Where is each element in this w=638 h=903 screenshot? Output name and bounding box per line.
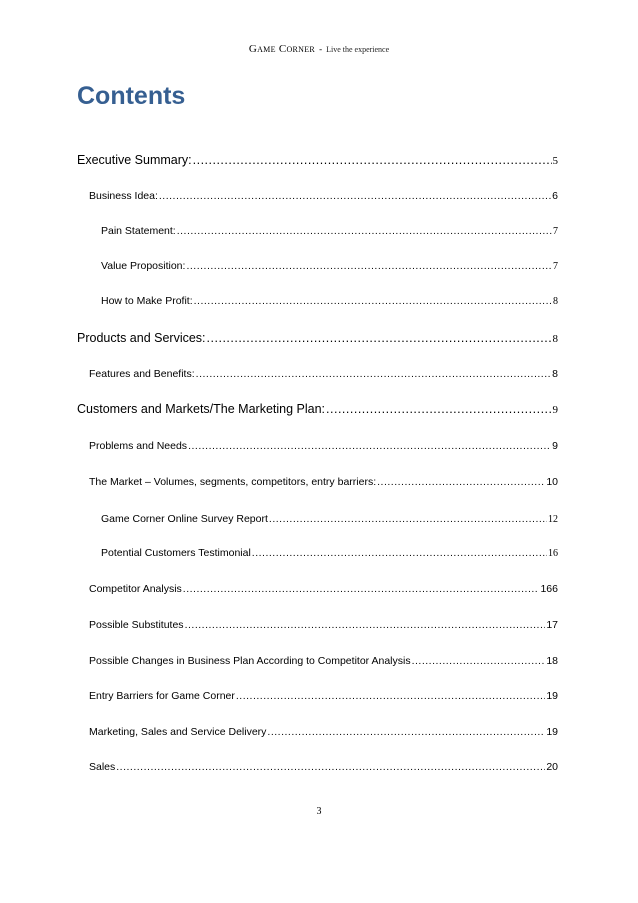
toc-entry[interactable] [89, 655, 558, 667]
toc-entry-page: 16 [548, 548, 558, 559]
toc-entry-label: Possible Changes in Business Plan According to Competitor Analysis [89, 655, 411, 667]
toc-entry-label: Game Corner Online Survey Report [101, 513, 268, 525]
toc-leader-dots [193, 153, 552, 167]
toc-leader-dots [177, 225, 552, 237]
toc-entry[interactable] [89, 368, 558, 380]
toc-entry[interactable] [89, 583, 558, 595]
toc-entry-page: 166 [540, 583, 558, 595]
toc-leader-dots [252, 547, 547, 559]
toc-entry[interactable] [89, 761, 558, 773]
toc-entry[interactable] [101, 225, 558, 237]
toc-entry-label: The Market – Volumes, segments, competitors, entry barriers: [89, 476, 377, 488]
toc-entry-page: 20 [546, 761, 558, 773]
toc-leader-dots [236, 690, 545, 702]
toc-entry[interactable] [77, 331, 558, 345]
toc-entry-label: Marketing, Sales and Service Delivery [89, 726, 267, 738]
toc-entry[interactable] [77, 153, 558, 167]
toc-leader-dots [188, 440, 551, 452]
toc-entry-page: 10 [546, 476, 558, 488]
toc-entry-page: 8 [552, 368, 558, 380]
toc-entry[interactable] [89, 726, 558, 738]
toc-entry[interactable] [101, 260, 558, 272]
toc-entry[interactable] [89, 476, 558, 488]
toc-entry[interactable] [77, 402, 558, 416]
toc-entry-page: 9 [552, 440, 558, 452]
toc-entry-page: 8 [553, 296, 558, 307]
toc-entry-label: Sales [89, 761, 116, 773]
toc-entry-label: How to Make Profit: [101, 295, 193, 307]
toc-leader-dots [412, 655, 546, 667]
toc-entry[interactable] [101, 513, 558, 525]
toc-leader-dots [196, 368, 552, 380]
toc-entry-label: Value Proposition: [101, 260, 186, 272]
toc-entry-page: 12 [548, 514, 558, 525]
toc-entry-page: 17 [546, 619, 558, 631]
page-header [0, 43, 638, 55]
toc-entry-label: Problems and Needs [89, 440, 188, 452]
toc-leader-dots [194, 295, 552, 307]
toc-leader-dots [159, 190, 551, 202]
toc-leader-dots [183, 583, 540, 595]
toc-entry-label: Potential Customers Testimonial [101, 547, 251, 559]
toc-entry-label: Possible Substitutes [89, 619, 184, 631]
toc-entry-page: 5 [552, 155, 558, 167]
toc-leader-dots [267, 726, 545, 738]
toc-entry-page: 7 [553, 226, 558, 237]
toc-leader-dots [207, 331, 552, 345]
toc-entry-page: 19 [546, 726, 558, 738]
toc-entry[interactable] [89, 690, 558, 702]
toc-entry-label: Entry Barriers for Game Corner [89, 690, 235, 702]
toc-entry-page: 8 [552, 333, 558, 345]
toc-leader-dots [377, 476, 545, 488]
toc-leader-dots [185, 619, 546, 631]
toc-entry-label: Products and Services: [77, 331, 206, 345]
toc-entry-label: Customers and Markets/The Marketing Plan: [77, 402, 326, 416]
toc-entry-page: 9 [552, 404, 558, 416]
toc-entry[interactable] [89, 619, 558, 631]
toc-entry-page: 18 [546, 655, 558, 667]
toc-entry-label: Features and Benefits: [89, 368, 195, 380]
header-separator: - [319, 44, 323, 54]
header-brand: Game Corner [248, 43, 316, 55]
toc-entry-label: Pain Statement: [101, 225, 176, 237]
toc-leader-dots [269, 513, 547, 525]
page-number: 3 [316, 806, 322, 817]
contents-title: Contents [77, 82, 186, 110]
toc-entry[interactable] [89, 440, 558, 452]
toc-entry-page: 19 [546, 690, 558, 702]
toc-entry[interactable] [89, 190, 558, 202]
toc-entry[interactable] [101, 295, 558, 307]
toc-leader-dots [326, 402, 551, 416]
toc-leader-dots [186, 260, 552, 272]
toc-entry-label: Executive Summary: [77, 153, 192, 167]
toc-entry-label: Competitor Analysis [89, 583, 182, 595]
toc-entry[interactable] [101, 547, 558, 559]
toc-entry-label: Business Idea: [89, 190, 158, 202]
toc-entry-page: 7 [553, 261, 558, 272]
toc-entry-page: 6 [552, 190, 558, 202]
toc-leader-dots [116, 761, 545, 773]
header-tagline: Live the experience [326, 45, 390, 54]
